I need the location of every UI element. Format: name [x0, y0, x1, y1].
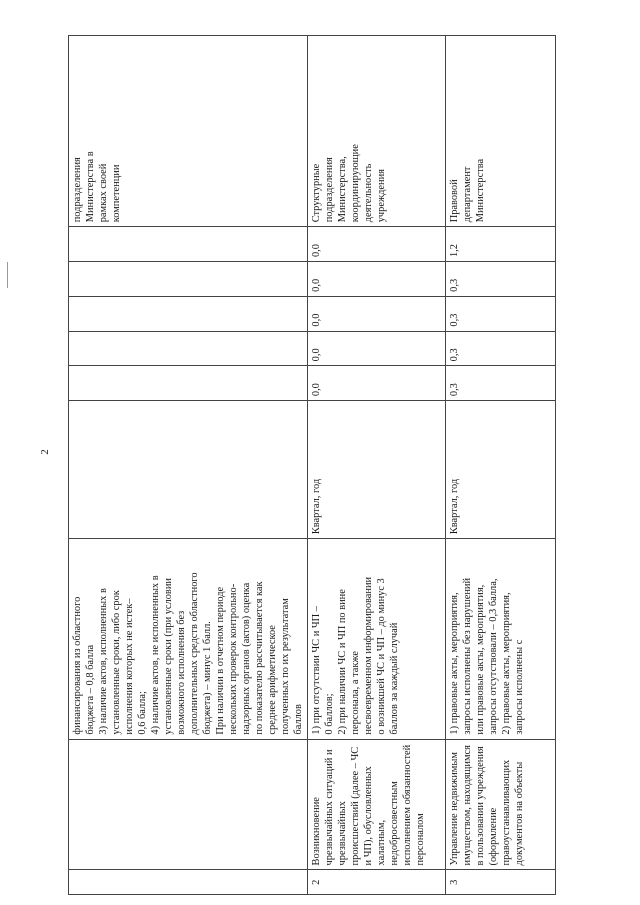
cell-criteria [446, 539, 556, 739]
text-line: 0,6 балла; [137, 691, 148, 735]
cell-indicator [446, 739, 556, 870]
cell-num [69, 870, 308, 895]
text-line: учреждения [376, 169, 387, 223]
text-line: 1) при отсутствии ЧС и ЧП – [311, 606, 322, 735]
text-line: Министерства [475, 158, 486, 223]
cell-responsible [308, 36, 446, 227]
text-line: баллов [293, 704, 304, 735]
table-row [446, 36, 556, 895]
cell-value: 0,0 [308, 366, 446, 401]
cell-responsible [446, 36, 556, 227]
text-line: рамках своей [98, 163, 109, 223]
text-line: запросы исполнены без нарушений [462, 577, 473, 735]
text-line: запросы исполнены с [514, 639, 525, 735]
text-line: халатным, [376, 819, 387, 866]
text-line: недобросовестным [389, 781, 400, 866]
text-line: компетенции [111, 164, 122, 223]
cell-value: 0,0 [308, 227, 446, 262]
table-row [69, 36, 308, 895]
cell-value: 0,0 [308, 262, 446, 297]
text-line: или правовые акты, мероприятия, [475, 584, 486, 735]
text-line: координирующие [350, 144, 361, 223]
text-line: подразделения [72, 157, 83, 223]
cell-value [69, 296, 308, 331]
cell-period [69, 401, 308, 539]
cell-value [69, 331, 308, 366]
cell-responsible [69, 36, 308, 227]
text-line: исполнением обязанностей [402, 744, 413, 866]
cell-num: 3 [446, 870, 556, 895]
cell-indicator [69, 739, 308, 870]
cell-num: 2 [308, 870, 446, 895]
criteria-table [68, 35, 556, 895]
text-line: имуществом, находящимся [462, 745, 473, 866]
text-line: баллов за каждый случай [389, 622, 400, 735]
text-line: бюджета – 0,8 балла [85, 644, 96, 735]
table-row [308, 36, 446, 895]
cell-period: Квартал, год [446, 401, 556, 539]
text-line: 2) при наличии ЧС и ЧП по вине [337, 589, 348, 735]
text-line: Структурные [311, 163, 322, 223]
cell-criteria [308, 539, 446, 739]
text-line: персоналом [415, 813, 426, 866]
cell-value [69, 227, 308, 262]
text-line: в пользовании учреждения [475, 746, 486, 866]
text-line: При наличии в отчетном периоде [215, 586, 226, 735]
text-line: среднее арифметическое [267, 625, 278, 735]
text-line: надзорных органов (актов) оценка [241, 582, 252, 735]
text-line: бюджета) – минус 1 балл. [202, 621, 213, 735]
text-line: нескольких проверок контрольно- [228, 583, 239, 735]
cell-indicator [308, 739, 446, 870]
text-line: возможного исполнения без [176, 610, 187, 735]
text-line: финансирования из областного [72, 596, 83, 735]
text-line: происшествий (далее – ЧС [350, 746, 361, 866]
text-line: исполнения которых не истек– [124, 598, 135, 735]
cell-criteria [69, 539, 308, 739]
text-line: о возникшей ЧС и ЧП – до минус 3 [376, 578, 387, 735]
text-line: правоустанавливающих [501, 759, 512, 866]
text-line: Правовой [449, 179, 460, 223]
page-number: 2 [38, 449, 51, 455]
text-line: несвоевременном информировании [363, 576, 374, 735]
text-line: подразделения [324, 157, 335, 223]
text-line: 2) правовые акты, мероприятия, [501, 592, 512, 735]
cell-value: 0,3 [446, 331, 556, 366]
cell-value: 0,3 [446, 366, 556, 401]
text-line: по показателю рассчитывается как [254, 581, 265, 735]
cell-value: 0,3 [446, 262, 556, 297]
text-line: 0 баллов; [324, 693, 335, 735]
text-line: деятельность [363, 163, 374, 223]
text-line: дополнительных средств областного [189, 572, 200, 735]
text-line: Министерства в [85, 151, 96, 223]
text-line: установленные сроки, либо срок [111, 590, 122, 735]
cell-value: 0,3 [446, 296, 556, 331]
cell-value [69, 262, 308, 297]
cell-period: Квартал, год [308, 401, 446, 539]
text-line: Возникновение [311, 797, 322, 866]
text-line: чрезвычайных ситуаций и [324, 749, 335, 866]
text-line: (оформление [488, 807, 499, 866]
text-line: персонала, а также [350, 650, 361, 735]
text-line: и ЧП), обусловленных [363, 766, 374, 866]
text-line: 1) правовые акты, мероприятия, [449, 592, 460, 735]
text-line: полученных по их результатам [280, 598, 291, 735]
cell-value: 0,0 [308, 296, 446, 331]
text-line: Министерства, [337, 156, 348, 223]
text-line: запросы отсутствовали – 0,3 балла, [488, 578, 499, 735]
text-line: 4) наличие актов, не исполненных в [150, 575, 161, 735]
text-line: документов на объекты [514, 761, 525, 866]
text-line: 3) наличие актов, исполненных в [98, 588, 109, 735]
text-line: департамент [462, 166, 473, 223]
cell-value: 1,2 [446, 227, 556, 262]
text-line: установленные сроки (при условии [163, 578, 174, 735]
cell-value: 0,0 [308, 331, 446, 366]
text-line: Управление недвижимым [449, 752, 460, 866]
text-line: чрезвычайных [337, 801, 348, 866]
cell-value [69, 366, 308, 401]
